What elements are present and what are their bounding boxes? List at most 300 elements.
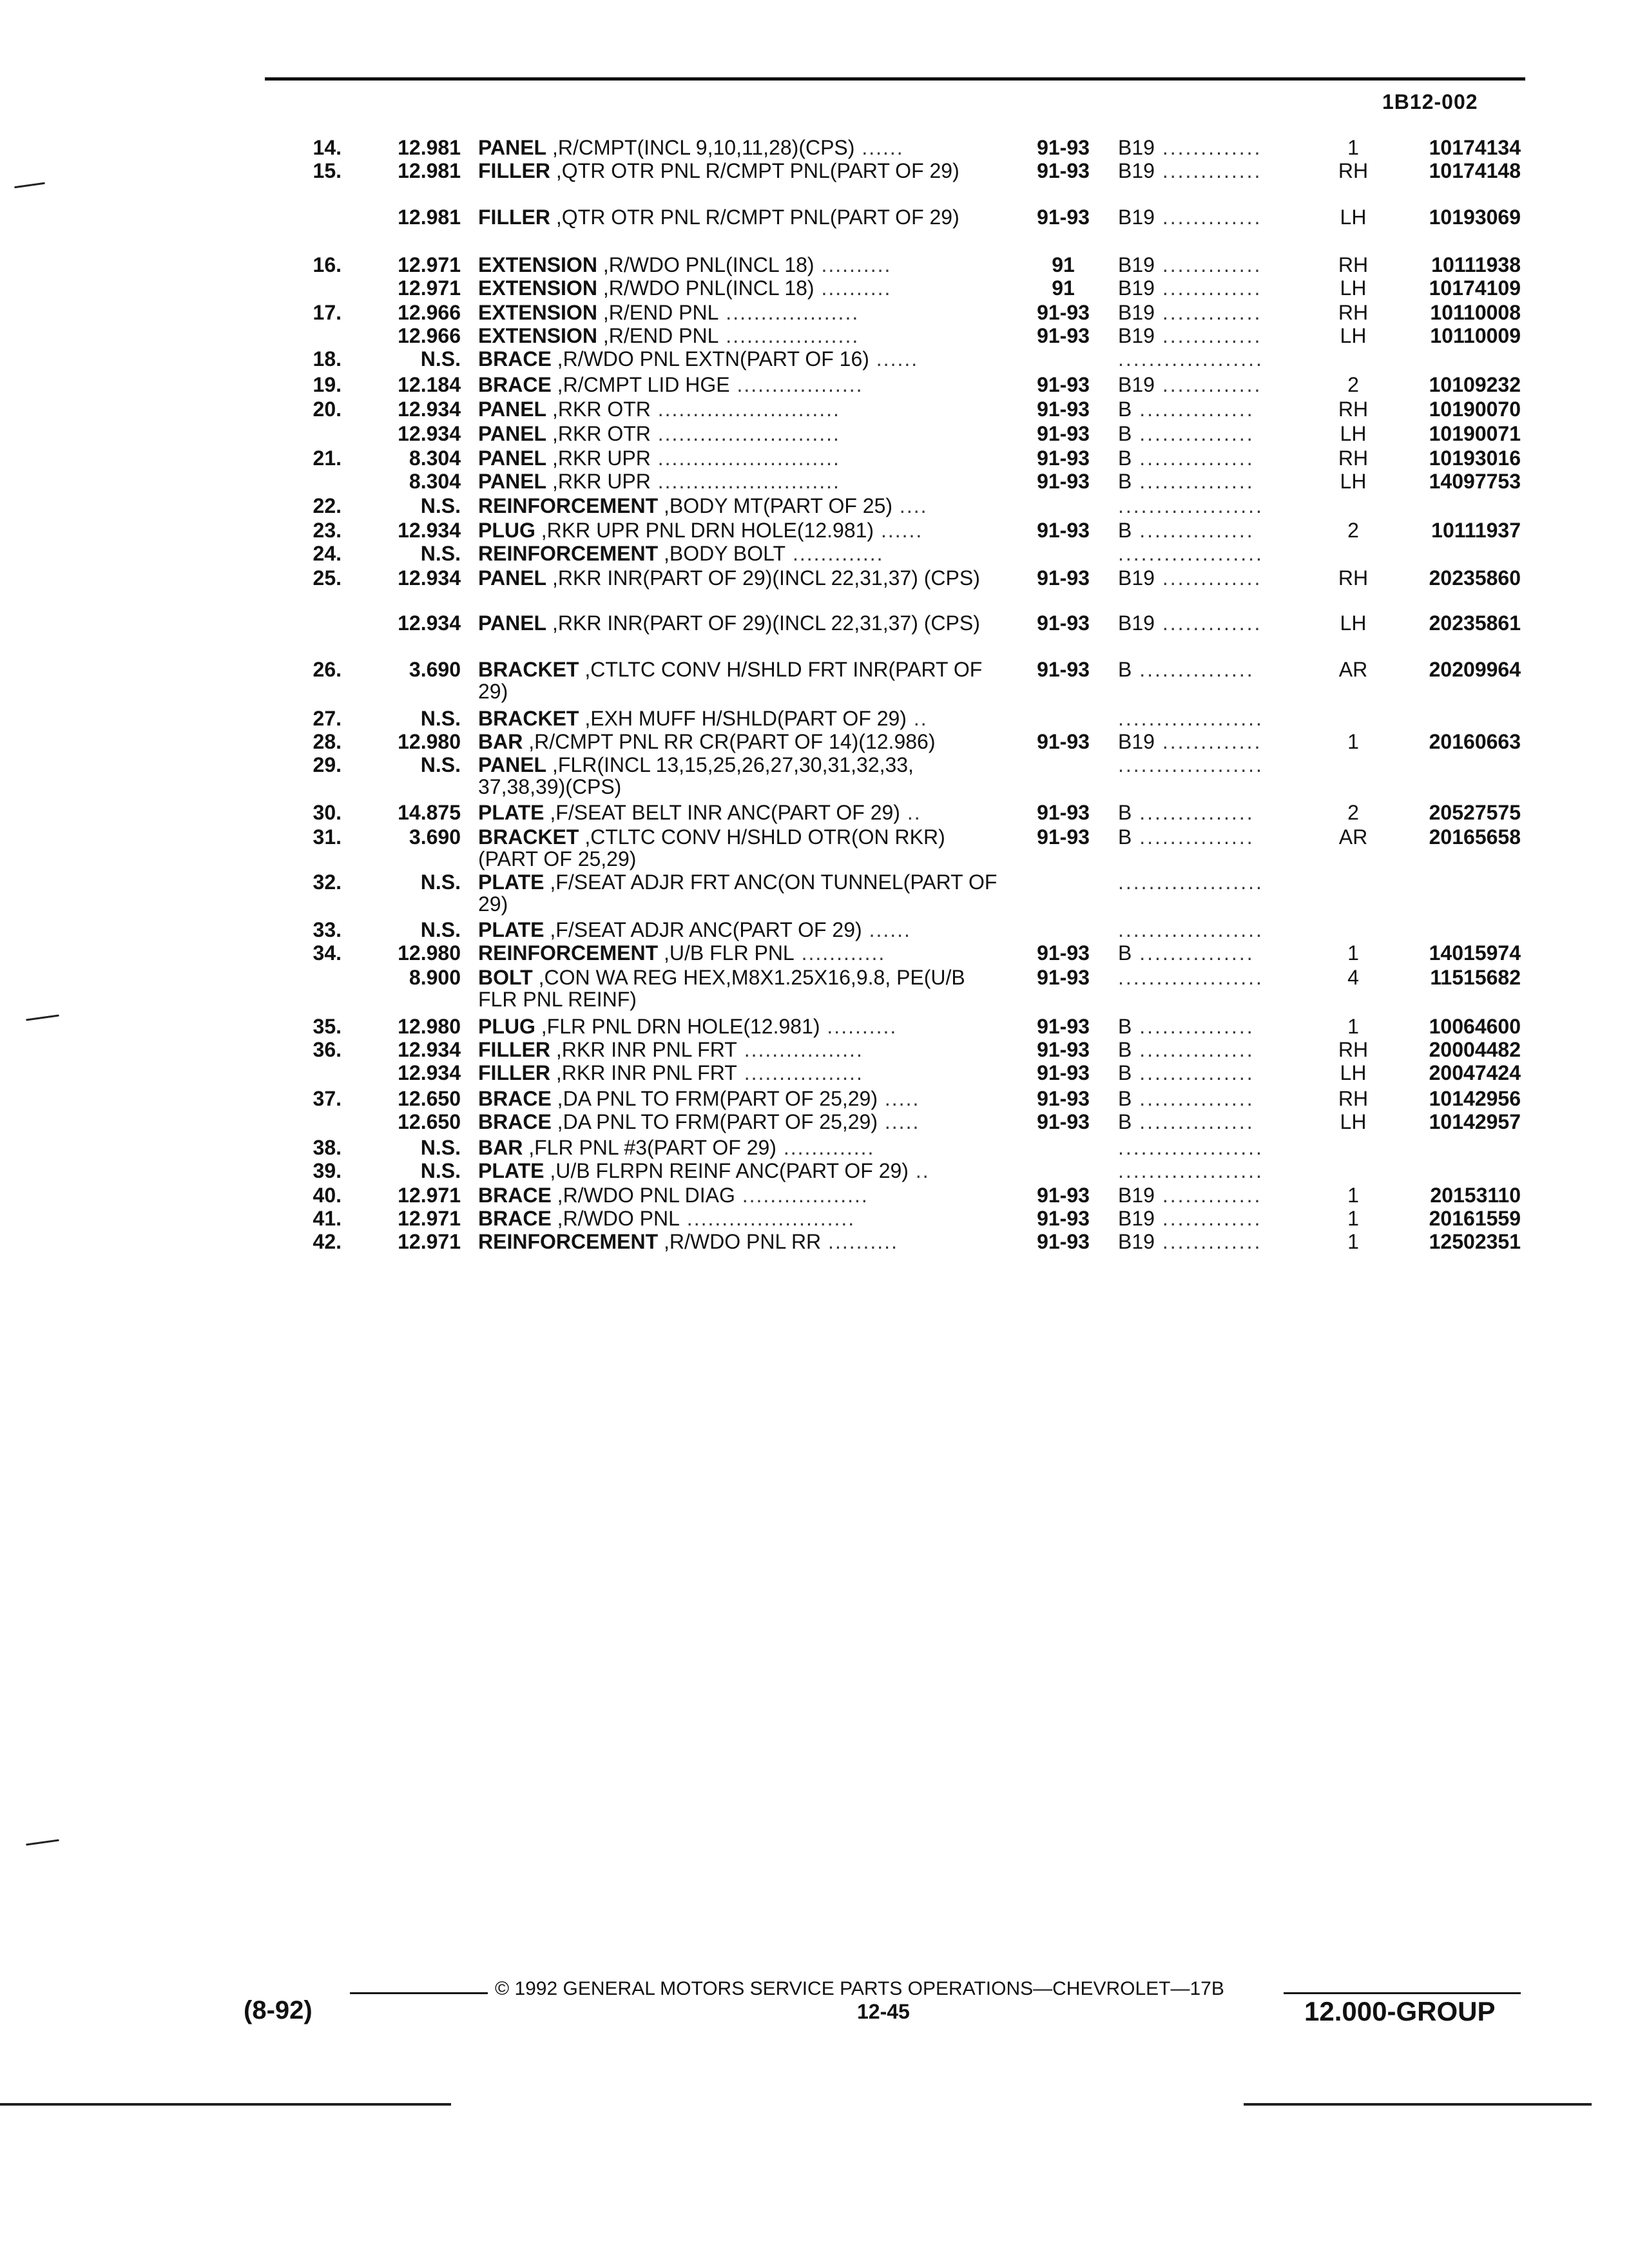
part-description [478,325,1007,347]
model-years: 91-93 [1037,159,1090,182]
part-number: 20235860 [1429,566,1521,590]
body-leader-dots: ............. [1154,254,1262,276]
part-name: PLUG [478,1015,535,1038]
quantity: 1 [1347,136,1359,159]
item-number: 21. [313,447,342,470]
body-code: B [1118,470,1132,492]
quantity: RH [1338,1038,1369,1061]
part-detail: ,RKR INR(PART OF 29)(INCL 22,31,37) (CPS) [546,611,980,635]
part-number: 10142956 [1429,1087,1521,1110]
body-style [1118,543,1331,564]
page-number: 12-45 [857,2000,910,2023]
leader-dots: ...... [862,918,911,941]
body-style [1118,1137,1331,1158]
part-description [478,423,1007,445]
body-leader-dots: ............... [1132,658,1255,680]
part-description [478,1184,1007,1206]
part-description [478,254,1007,276]
part-description [478,348,1007,370]
part-number: 20004482 [1429,1038,1521,1061]
model-years: 91-93 [1037,611,1090,635]
part-number: 20235861 [1429,611,1521,635]
footer-rule-right [1284,1992,1521,1994]
part-name: PLUG [478,519,535,542]
part-detail: ,U/B FLR PNL [658,941,795,965]
part-description [478,707,1007,729]
body-style [1118,871,1331,893]
part-name: EXTENSION [478,253,597,276]
part-description [478,1111,1007,1133]
part-description [478,567,1007,589]
body-leader-dots: ................... [1118,348,1264,370]
model-years: 91-93 [1037,1038,1090,1061]
part-name: BRACKET [478,658,579,681]
body-style [1118,374,1331,396]
part-detail: ,FLR PNL DRN HOLE(12.981) [535,1015,820,1038]
model-years: 91-93 [1037,941,1090,965]
quantity: 1 [1347,1207,1359,1230]
group-number: 14.875 [398,801,461,824]
part-number: 10142957 [1429,1110,1521,1133]
leader-dots: .......... [814,276,892,300]
part-detail: ,BODY MT(PART OF 25) [658,494,893,517]
part-number: 14097753 [1429,470,1521,493]
part-name: BRACE [478,1087,552,1110]
group-number: 3.690 [409,825,461,849]
quantity: LH [1340,1061,1367,1084]
part-detail: ,CON WA REG HEX,M8X1.25X16,9.8, PE(U/B FLR PNL REINF) [478,966,965,1011]
body-leader-dots: ............... [1132,942,1255,964]
item-number: 36. [313,1038,342,1061]
item-number: 14. [313,136,342,159]
body-style [1118,1231,1331,1253]
part-detail: ,DA PNL TO FRM(PART OF 25,29) [551,1087,878,1110]
model-years: 91-93 [1037,1230,1090,1253]
quantity: LH [1340,206,1367,229]
body-leader-dots: ............... [1132,519,1255,541]
body-code: B [1118,1062,1132,1084]
body-style [1118,731,1331,753]
part-name: REINFORCEMENT [478,542,659,565]
body-style [1118,1088,1331,1110]
part-detail: ,U/B FLRPN REINF ANC(PART OF 29) [544,1159,909,1182]
part-detail: ,R/WDO PNL(INCL 18) [597,276,815,300]
group-number: 12.980 [398,730,461,753]
body-style [1118,1184,1331,1206]
body-style [1118,1160,1331,1182]
item-number: 39. [313,1159,342,1182]
quantity: LH [1340,1110,1367,1133]
part-description [478,802,1007,823]
item-number: 20. [313,398,342,421]
group-number: 12.966 [398,324,461,347]
item-number: 19. [313,373,342,396]
part-description [478,447,1007,469]
body-code: B19 [1118,302,1155,323]
item-number: 15. [313,159,342,182]
part-description [478,1207,1007,1229]
group-number: 12.934 [398,398,461,421]
body-leader-dots: ............. [1154,277,1262,299]
body-style [1118,519,1331,541]
part-description [478,137,1007,159]
body-code: B19 [1118,1184,1155,1206]
leader-dots: ...... [874,519,923,542]
part-number: 10110009 [1430,324,1521,347]
body-code: B19 [1118,567,1155,589]
body-code: B19 [1118,374,1155,396]
body-style [1118,206,1331,228]
part-name: BRACE [478,1207,552,1230]
item-number: 26. [313,658,342,681]
body-style [1118,302,1331,323]
quantity: 2 [1347,801,1359,824]
part-detail: ,BODY BOLT [658,542,786,565]
body-style [1118,277,1331,299]
group-number: 8.304 [409,447,461,470]
part-number: 10174134 [1429,136,1521,159]
body-style [1118,567,1331,589]
model-years: 91-93 [1037,301,1090,324]
item-number: 30. [313,801,342,824]
item-number: 32. [313,870,342,894]
group-number: 12.981 [398,136,461,159]
group-number: 12.934 [398,611,461,635]
item-number: 41. [313,1207,342,1230]
body-style [1118,612,1331,634]
part-name: REINFORCEMENT [478,494,659,517]
part-description [478,612,1007,634]
body-code: B [1118,398,1132,420]
body-style [1118,754,1331,776]
body-code: B19 [1118,277,1155,299]
leader-dots: ................... [718,301,860,324]
body-code: B [1118,1111,1132,1133]
part-description [478,826,1007,870]
part-detail: ,DA PNL TO FRM(PART OF 25,29) [551,1110,878,1133]
leader-dots: .. [900,801,921,824]
model-years: 91-93 [1037,658,1090,681]
part-description [478,871,1007,915]
body-leader-dots: ............. [1154,206,1262,228]
leader-dots: ............. [786,542,884,565]
part-name: EXTENSION [478,301,597,324]
part-number: 10174109 [1429,276,1521,300]
part-name: BRACE [478,1110,552,1133]
part-name: BAR [478,1136,523,1159]
part-number: 20165658 [1429,825,1521,849]
leader-dots: .. [908,1159,930,1182]
body-leader-dots: ............. [1154,612,1262,634]
body-leader-dots: ............. [1154,1207,1262,1229]
body-leader-dots: ............... [1132,1015,1255,1037]
part-name: BAR [478,730,523,753]
part-description [478,754,1007,798]
model-years: 91-93 [1037,422,1090,445]
part-detail: ,R/WDO PNL(INCL 18) [597,253,815,276]
group-number: 8.304 [409,470,461,493]
body-style [1118,1207,1331,1229]
model-years: 91-93 [1037,519,1090,542]
item-number: 37. [313,1087,342,1110]
body-leader-dots: ............. [1154,567,1262,589]
model-years: 91-93 [1037,1110,1090,1133]
part-name: FILLER [478,206,550,229]
part-detail: ,CTLTC CONV H/SHLD OTR(ON RKR) (PART OF 25,29) [478,825,945,870]
part-number: 10109232 [1429,373,1521,396]
group-number: 12.971 [398,1207,461,1230]
quantity: 2 [1347,519,1359,542]
group-number: 12.971 [398,1230,461,1253]
footer-rule-left [350,1992,488,1994]
part-number: 20047424 [1429,1061,1521,1084]
model-years: 91-93 [1037,1087,1090,1110]
part-number: 20160663 [1429,730,1521,753]
part-detail: ,FLR PNL #3(PART OF 29) [523,1136,776,1159]
body-style [1118,942,1331,964]
group-number: N.S. [420,707,461,730]
group-number: N.S. [420,753,461,776]
body-leader-dots: ............. [1154,325,1262,347]
part-detail: ,R/WDO PNL RR [658,1230,822,1253]
body-code: B19 [1118,1231,1155,1253]
body-code: B [1118,1015,1132,1037]
item-number: 31. [313,825,342,849]
group-number: 8.900 [409,966,461,989]
part-name: FILLER [478,159,550,182]
body-style [1118,160,1331,182]
quantity: 1 [1347,941,1359,965]
page-code: 1B12-002 [1382,90,1478,113]
part-name: PLATE [478,801,545,824]
leader-dots: .......................... [650,470,840,493]
part-name: EXTENSION [478,276,597,300]
item-number: 16. [313,253,342,276]
item-number: 35. [313,1015,342,1038]
part-description [478,1039,1007,1061]
quantity: RH [1338,1087,1369,1110]
body-style [1118,495,1331,517]
group-number: 12.980 [398,941,461,965]
body-style [1118,137,1331,159]
group-number: N.S. [420,1159,461,1182]
quantity: AR [1338,825,1368,849]
body-leader-dots: ............... [1132,1088,1255,1110]
model-years: 91-93 [1037,1184,1090,1207]
item-number: 29. [313,753,342,776]
part-number: 20209964 [1429,658,1521,681]
model-years: 91-93 [1037,730,1090,753]
body-code: B [1118,826,1132,848]
part-number: 10193069 [1429,206,1521,229]
item-number: 42. [313,1230,342,1253]
part-detail: ,CTLTC CONV H/SHLD FRT INR(PART OF 29) [478,658,983,703]
leader-dots: ................... [718,324,860,347]
part-description [478,1062,1007,1084]
leader-dots: ................. [737,1061,863,1084]
copyright-line: © 1992 GENERAL MOTORS SERVICE PARTS OPERATIONS—CHEVROLET—17B [495,1978,1224,1999]
body-style [1118,658,1331,680]
quantity: 1 [1347,1230,1359,1253]
group-label: 12.000-GROUP [1304,1996,1496,2026]
quantity: RH [1338,301,1369,324]
part-detail: ,EXH MUFF H/SHLD(PART OF 29) [579,707,907,730]
body-style [1118,919,1331,941]
part-name: FILLER [478,1038,550,1061]
part-detail: ,R/WDO PNL DIAG [551,1184,735,1207]
body-leader-dots: ................... [1118,495,1264,517]
leader-dots: .......................... [650,422,840,445]
part-description [478,658,1007,702]
part-description [478,398,1007,420]
leader-dots: ...... [854,136,904,159]
body-style [1118,423,1331,445]
part-description [478,160,1007,182]
group-number: 12.966 [398,301,461,324]
part-description [478,1015,1007,1037]
body-code: B19 [1118,1207,1155,1229]
part-number: 20153110 [1430,1184,1521,1207]
body-leader-dots: ................... [1118,754,1264,776]
part-number: 10190071 [1429,422,1521,445]
leader-dots: .......................... [650,398,840,421]
group-number: 12.934 [398,566,461,590]
leader-dots: .......... [821,1230,898,1253]
model-years: 91 [1052,253,1075,276]
body-leader-dots: ............. [1154,374,1262,396]
body-code: B19 [1118,137,1155,159]
model-years: 91-93 [1037,398,1090,421]
part-detail: ,RKR INR PNL FRT [550,1038,737,1061]
body-leader-dots: ................... [1118,1160,1264,1182]
model-years: 91-93 [1037,206,1090,229]
body-leader-dots: ................... [1118,1137,1264,1158]
part-description [478,1160,1007,1182]
bottom-rule-left [0,2103,451,2106]
body-style [1118,802,1331,823]
part-name: BRACE [478,347,552,370]
part-description [478,495,1007,517]
body-style [1118,398,1331,420]
part-detail: ,R/END PNL [597,324,719,347]
model-years: 91-93 [1037,1015,1090,1038]
part-detail: ,FLR(INCL 13,15,25,26,27,30,31,32,33, 37,38,39)(CPS) [478,753,914,798]
group-number: 12.981 [398,159,461,182]
part-detail: ,RKR UPR PNL DRN HOLE(12.981) [535,519,874,542]
quantity: LH [1340,324,1367,347]
leader-dots: ..... [878,1087,920,1110]
quantity: RH [1338,447,1369,470]
leader-dots: .. [906,707,928,730]
part-description [478,519,1007,541]
part-number: 11515682 [1430,966,1521,989]
leader-dots: ............. [776,1136,875,1159]
part-name: BOLT [478,966,533,989]
body-code: B19 [1118,160,1155,182]
quantity: RH [1338,253,1369,276]
item-number: 27. [313,707,342,730]
leader-dots: .................. [729,373,863,396]
body-style [1118,1111,1331,1133]
body-leader-dots: ............... [1132,1062,1255,1084]
item-number: 28. [313,730,342,753]
body-code: B19 [1118,325,1155,347]
group-number: N.S. [420,347,461,370]
part-description [478,302,1007,323]
leader-dots: ........................ [679,1207,856,1230]
revision-date: (8-92) [244,1996,313,2024]
quantity: 1 [1347,730,1359,753]
part-name: PLATE [478,870,545,894]
model-years: 91-93 [1037,373,1090,396]
group-number: 12.971 [398,1184,461,1207]
body-style [1118,447,1331,469]
part-detail: ,R/WDO PNL [551,1207,680,1230]
body-style [1118,1039,1331,1061]
model-years: 91 [1052,276,1075,300]
body-code: B [1118,1039,1132,1061]
body-leader-dots: ............. [1154,302,1262,323]
leader-dots: .......................... [650,447,840,470]
group-number: 12.980 [398,1015,461,1038]
body-leader-dots: ................... [1118,707,1264,729]
leader-dots: .......... [820,1015,898,1038]
item-number: 24. [313,542,342,565]
part-detail: ,RKR OTR [546,422,651,445]
body-style [1118,707,1331,729]
part-name: PANEL [478,753,547,776]
part-number: 10190070 [1429,398,1521,421]
part-detail: ,RKR UPR [546,447,651,470]
part-name: PLATE [478,1159,545,1182]
body-style [1118,1015,1331,1037]
group-number: 3.690 [409,658,461,681]
part-number: 20527575 [1429,801,1521,824]
quantity: RH [1338,159,1369,182]
body-code: B [1118,519,1132,541]
group-number: N.S. [420,918,461,941]
model-years: 91-93 [1037,825,1090,849]
leader-dots: .................. [735,1184,869,1207]
part-number: 14015974 [1429,941,1521,965]
part-description [478,919,1007,941]
quantity: RH [1338,566,1369,590]
part-description [478,543,1007,564]
part-detail: ,R/CMPT LID HGE [551,373,730,396]
group-number: 12.971 [398,276,461,300]
quantity: 2 [1347,373,1359,396]
body-style [1118,470,1331,492]
part-detail: ,RKR INR PNL FRT [550,1061,737,1084]
part-detail: ,RKR OTR [546,398,651,421]
part-name: FILLER [478,1061,550,1084]
bottom-rule-right [1244,2103,1592,2106]
item-number: 34. [313,941,342,965]
part-number: 20161559 [1429,1207,1521,1230]
body-leader-dots: ............... [1132,423,1255,445]
item-number: 38. [313,1136,342,1159]
part-detail: ,RKR UPR [546,470,651,493]
body-style [1118,325,1331,347]
part-description [478,374,1007,396]
part-detail: ,R/WDO PNL EXTN(PART OF 16) [551,347,869,370]
quantity: 1 [1347,1184,1359,1207]
model-years: 91-93 [1037,801,1090,824]
group-number: 12.934 [398,1061,461,1084]
binder-mark-3 [26,1839,59,1845]
body-leader-dots: ............... [1132,826,1255,848]
leader-dots: .......... [814,253,892,276]
